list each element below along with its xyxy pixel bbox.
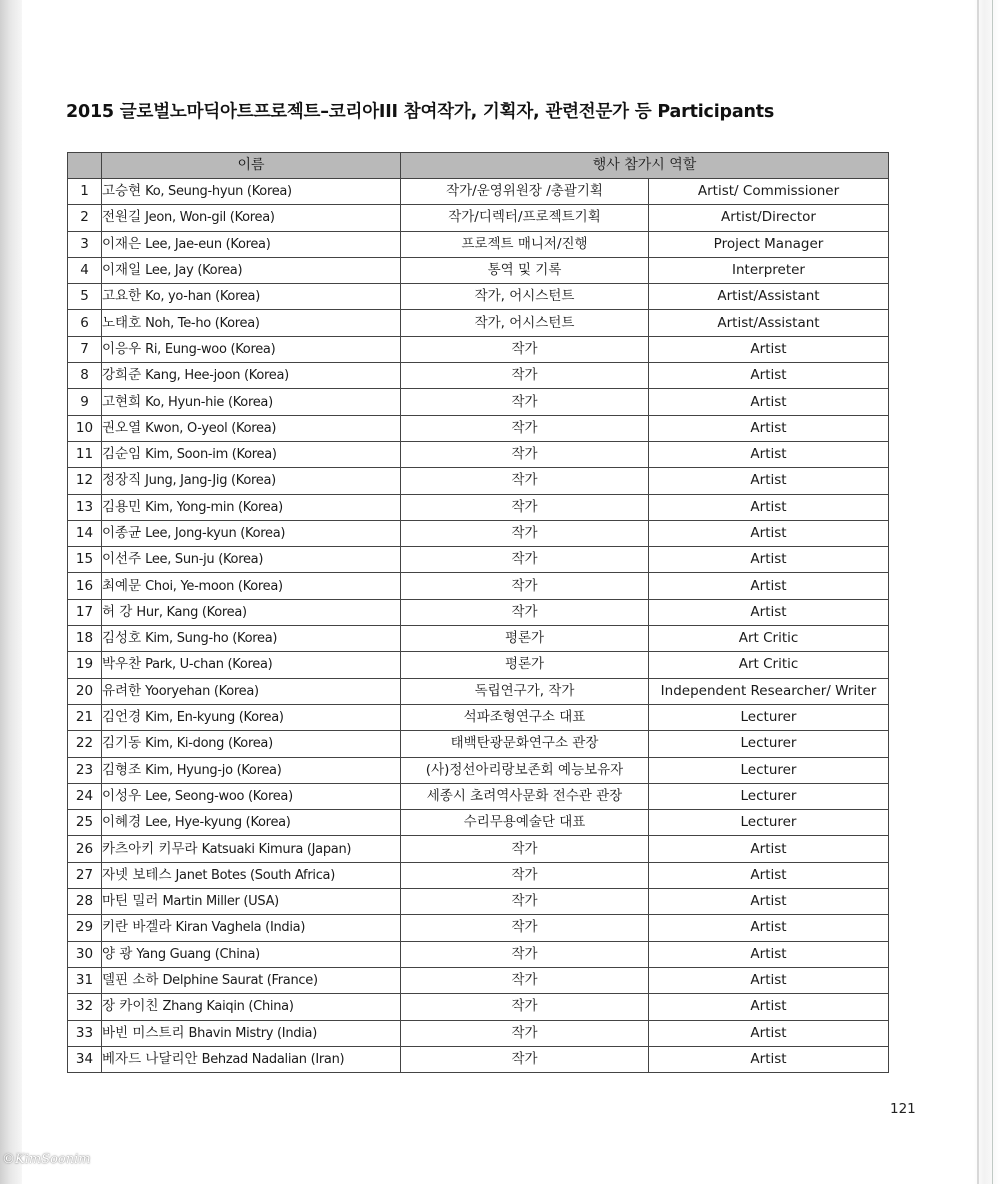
- participant-name: [102, 1046, 401, 1072]
- role-korean: 석파조형연구소 대표: [401, 704, 649, 730]
- role-korean: 작가/운영위원장 /총괄기획: [401, 179, 649, 205]
- role-korean: 작가: [401, 520, 649, 546]
- participant-name: [102, 573, 401, 599]
- participant-name-korean: 강희준: [102, 367, 142, 384]
- row-number: 14: [68, 520, 102, 546]
- role-english: Art Critic: [649, 626, 889, 652]
- table-row: [68, 231, 889, 257]
- role-korean: 작가: [401, 967, 649, 993]
- row-number: 5: [68, 284, 102, 310]
- participant-name-english: Kang, Hee-joon (Korea): [145, 368, 289, 384]
- participant-name: [102, 494, 401, 520]
- table-row: [68, 862, 889, 888]
- participant-name: [102, 547, 401, 573]
- participant-name-english: Behzad Nadalian (Iran): [201, 1051, 345, 1067]
- participant-name-english: Jeon, Won-gil (Korea): [145, 210, 275, 226]
- role-korean: 작가: [401, 836, 649, 862]
- role-korean: 작가: [401, 1020, 649, 1046]
- participant-name: [102, 915, 401, 941]
- participant-name-korean: 키란 바겔라: [102, 919, 172, 936]
- participant-name-english: Lee, Seong-woo (Korea): [145, 788, 293, 804]
- participant-name-korean: 김언경: [102, 709, 142, 726]
- header-number: [68, 153, 102, 179]
- table-row: [68, 915, 889, 941]
- participant-name-english: Bhavin Mistry (India): [188, 1025, 317, 1041]
- role-korean: 작가: [401, 862, 649, 888]
- row-number: 6: [68, 310, 102, 336]
- participant-name-korean: 허 강: [102, 603, 133, 620]
- role-english: Independent Researcher/ Writer: [649, 678, 889, 704]
- row-number: 23: [68, 757, 102, 783]
- role-korean: 작가: [401, 889, 649, 915]
- participant-name-korean: 김성호: [102, 630, 142, 647]
- role-korean: 평론가: [401, 626, 649, 652]
- copyright-watermark: ©KimSoonim: [2, 1152, 91, 1167]
- header-name: 이름: [102, 153, 401, 179]
- row-number: 10: [68, 415, 102, 441]
- row-number: 33: [68, 1020, 102, 1046]
- participant-name-english: Lee, Jay (Korea): [145, 263, 243, 279]
- role-english: Artist: [649, 494, 889, 520]
- table-row: [68, 363, 889, 389]
- row-number: 26: [68, 836, 102, 862]
- page-edge-line-outer: [992, 0, 993, 1184]
- participant-name: [102, 704, 401, 730]
- participant-name-korean: 김용민: [102, 498, 142, 515]
- role-korean: 태백탄광문화연구소 관장: [401, 731, 649, 757]
- table-row: [68, 731, 889, 757]
- table-row: [68, 441, 889, 467]
- participant-name: [102, 783, 401, 809]
- table-row: [68, 1020, 889, 1046]
- participant-name-korean: 이선주: [102, 551, 142, 568]
- role-english: Artist: [649, 520, 889, 546]
- participant-name: [102, 415, 401, 441]
- row-number: 28: [68, 889, 102, 915]
- role-english: Artist: [649, 599, 889, 625]
- row-number: 20: [68, 678, 102, 704]
- role-korean: 작가: [401, 363, 649, 389]
- table-row: [68, 889, 889, 915]
- role-english: Artist: [649, 363, 889, 389]
- participant-name: [102, 810, 401, 836]
- participant-name-korean: 이재은: [102, 235, 142, 252]
- participant-name-english: Delphine Saurat (France): [162, 973, 318, 989]
- participant-name-english: Ko, Seung-hyun (Korea): [145, 184, 292, 200]
- role-korean: 작가: [401, 494, 649, 520]
- participant-name-english: Kwon, O-yeol (Korea): [145, 420, 277, 436]
- participant-name-korean: 양 광: [102, 945, 133, 962]
- participant-name-korean: 이종균: [102, 525, 142, 541]
- participant-name: [102, 678, 401, 704]
- role-english: Artist: [649, 336, 889, 362]
- participant-name-english: Lee, Jong-kyun (Korea): [145, 526, 286, 541]
- table-body: [68, 179, 889, 1073]
- table-row: [68, 389, 889, 415]
- row-number: 12: [68, 468, 102, 494]
- role-english: Artist: [649, 1020, 889, 1046]
- participant-name: [102, 257, 401, 283]
- participant-name: [102, 731, 401, 757]
- table-row: [68, 810, 889, 836]
- role-korean: 프로젝트 매니저/진행: [401, 231, 649, 257]
- role-korean: 작가: [401, 994, 649, 1020]
- participant-name-korean: 장 카이친: [102, 998, 159, 1015]
- role-english: Lecturer: [649, 731, 889, 757]
- table-row: [68, 783, 889, 809]
- participant-name: [102, 836, 401, 862]
- table-row: [68, 573, 889, 599]
- role-korean: 작가: [401, 468, 649, 494]
- participant-name-korean: 이재일: [102, 262, 142, 279]
- participant-name-korean: 이응우: [102, 340, 142, 357]
- table-row: [68, 836, 889, 862]
- participant-name-korean: 정장직: [102, 472, 142, 489]
- table-row: [68, 415, 889, 441]
- role-english: Artist/Assistant: [649, 284, 889, 310]
- participant-name-english: Kim, Hyung-jo (Korea): [145, 762, 282, 778]
- participant-name-english: Kim, Sung-ho (Korea): [145, 631, 278, 647]
- role-english: Artist: [649, 994, 889, 1020]
- role-korean: 작가, 어시스턴트: [401, 284, 649, 310]
- role-english: Artist: [649, 573, 889, 599]
- row-number: 13: [68, 494, 102, 520]
- role-korean: 평론가: [401, 652, 649, 678]
- table-row: [68, 967, 889, 993]
- role-english: Artist: [649, 967, 889, 993]
- role-korean: 작가: [401, 1046, 649, 1072]
- role-korean: 작가: [401, 336, 649, 362]
- participant-name-korean: 이혜경: [102, 814, 142, 831]
- participant-name-korean: 이성우: [102, 787, 142, 804]
- table-row: [68, 678, 889, 704]
- table-row: [68, 1046, 889, 1072]
- participant-name-english: Janet Botes (South Africa): [175, 867, 335, 883]
- participant-name-korean: 박우찬: [102, 656, 142, 673]
- page-number: 121: [890, 1101, 916, 1117]
- participant-name-english: Lee, Sun-ju (Korea): [145, 552, 264, 568]
- role-english: Artist/Assistant: [649, 310, 889, 336]
- header-row: [68, 153, 889, 179]
- participant-name: [102, 389, 401, 415]
- participant-name-english: Ko, Hyun-hie (Korea): [145, 394, 273, 410]
- participant-name-english: Kim, Yong-min (Korea): [145, 499, 283, 515]
- role-english: Artist: [649, 389, 889, 415]
- participant-name-english: Katsuaki Kimura (Japan): [201, 841, 352, 857]
- participant-name: [102, 862, 401, 888]
- row-number: 9: [68, 389, 102, 415]
- participant-name: [102, 520, 401, 546]
- row-number: 17: [68, 599, 102, 625]
- row-number: 2: [68, 205, 102, 231]
- role-korean: 독립연구가, 작가: [401, 678, 649, 704]
- participant-name-english: Ko, yo-han (Korea): [145, 289, 260, 305]
- row-number: 32: [68, 994, 102, 1020]
- participant-name-english: Martin Miller (USA): [162, 894, 279, 910]
- participant-name-korean: 베자드 나달리안: [102, 1050, 198, 1067]
- participant-name-korean: 마틴 밀러: [102, 893, 159, 910]
- row-number: 34: [68, 1046, 102, 1072]
- table-row: [68, 494, 889, 520]
- role-english: Artist: [649, 889, 889, 915]
- table-row: [68, 941, 889, 967]
- participant-name-english: Ri, Eung-woo (Korea): [145, 341, 276, 357]
- table-row: [68, 626, 889, 652]
- role-english: Lecturer: [649, 810, 889, 836]
- role-english: Artist/ Commissioner: [649, 179, 889, 205]
- participant-name-korean: 노태호: [102, 314, 142, 331]
- role-english: Project Manager: [649, 231, 889, 257]
- participant-name-english: Yang Guang (China): [136, 946, 260, 962]
- participant-name: [102, 757, 401, 783]
- row-number: 18: [68, 626, 102, 652]
- role-korean: 작가: [401, 547, 649, 573]
- participant-name-english: Lee, Jae-eun (Korea): [145, 236, 271, 252]
- table-row: [68, 179, 889, 205]
- participant-name: [102, 967, 401, 993]
- participant-name-english: Zhang Kaiqin (China): [162, 999, 294, 1015]
- participant-name: [102, 205, 401, 231]
- role-english: Artist: [649, 468, 889, 494]
- row-number: 22: [68, 731, 102, 757]
- role-english: Artist: [649, 862, 889, 888]
- row-number: 8: [68, 363, 102, 389]
- role-korean: 수리무용예술단 대표: [401, 810, 649, 836]
- row-number: 15: [68, 547, 102, 573]
- role-english: Artist: [649, 915, 889, 941]
- participant-name-korean: 고현희: [102, 393, 142, 410]
- table-row: [68, 205, 889, 231]
- participant-name-english: Park, U-chan (Korea): [145, 657, 273, 673]
- participant-name: [102, 179, 401, 205]
- participant-name: [102, 363, 401, 389]
- participant-name: [102, 441, 401, 467]
- participant-name-english: Jung, Jang-Jig (Korea): [145, 473, 276, 489]
- participant-name-korean: 김순임: [102, 446, 142, 463]
- participant-name-english: Kim, Ki-dong (Korea): [145, 736, 273, 752]
- participant-name: [102, 941, 401, 967]
- table-row: [68, 994, 889, 1020]
- participant-name: [102, 336, 401, 362]
- row-number: 3: [68, 231, 102, 257]
- role-english: Artist: [649, 415, 889, 441]
- participant-name: [102, 994, 401, 1020]
- table-row: [68, 704, 889, 730]
- role-korean: 작가, 어시스턴트: [401, 310, 649, 336]
- participant-name-korean: 김형조: [102, 761, 142, 778]
- role-english: Lecturer: [649, 783, 889, 809]
- role-korean: (사)정선아리랑보존회 예능보유자: [401, 757, 649, 783]
- row-number: 25: [68, 810, 102, 836]
- participant-name-korean: 전원길: [102, 209, 142, 226]
- role-korean: 작가/디렉터/프로젝트기획: [401, 205, 649, 231]
- role-english: Artist: [649, 836, 889, 862]
- role-english: Lecturer: [649, 704, 889, 730]
- role-korean: 작가: [401, 415, 649, 441]
- table-row: [68, 599, 889, 625]
- table-row: [68, 468, 889, 494]
- role-english: Artist: [649, 1046, 889, 1072]
- participant-name-korean: 권오열: [102, 419, 142, 436]
- participant-name-korean: 자넷 보테스: [102, 866, 172, 883]
- participant-name: [102, 284, 401, 310]
- participant-name-english: Lee, Hye-kyung (Korea): [145, 815, 291, 831]
- participant-name-korean: 고승현: [102, 183, 142, 200]
- participant-name-english: Hur, Kang (Korea): [136, 604, 247, 620]
- participant-name-korean: 유려한: [102, 682, 142, 699]
- participant-name-korean: 카츠아키 키무라: [102, 840, 198, 857]
- participants-table: [67, 152, 889, 1073]
- participant-name-english: Kim, Soon-im (Korea): [145, 447, 277, 463]
- row-number: 16: [68, 573, 102, 599]
- role-english: Artist: [649, 441, 889, 467]
- row-number: 19: [68, 652, 102, 678]
- participant-name-english: Choi, Ye-moon (Korea): [145, 578, 283, 594]
- row-number: 29: [68, 915, 102, 941]
- table-row: [68, 652, 889, 678]
- table-row: [68, 520, 889, 546]
- role-korean: 통역 및 기록: [401, 257, 649, 283]
- page-title: 2015 글로벌노마딕아트프로젝트–코리아III 참여작가, 기획자, 관련전문가 등 Participants: [66, 102, 775, 122]
- participant-name-english: Yooryehan (Korea): [145, 683, 259, 699]
- participant-name-korean: 델핀 소하: [102, 972, 159, 989]
- header-role: 행사 참가시 역할: [401, 153, 889, 179]
- page-edge-line: [977, 0, 979, 1184]
- participant-name: [102, 310, 401, 336]
- row-number: 27: [68, 862, 102, 888]
- participant-name: [102, 599, 401, 625]
- table-row: [68, 757, 889, 783]
- role-korean: 작가: [401, 915, 649, 941]
- row-number: 24: [68, 783, 102, 809]
- row-number: 21: [68, 704, 102, 730]
- role-korean: 작가: [401, 441, 649, 467]
- page-gutter-shadow: [0, 0, 22, 1184]
- participant-name-english: Kim, En-kyung (Korea): [145, 710, 284, 726]
- role-korean: 세종시 초려역사문화 전수관 관장: [401, 783, 649, 809]
- table-row: [68, 257, 889, 283]
- participant-name-english: Noh, Te-ho (Korea): [145, 315, 260, 331]
- participant-name: [102, 231, 401, 257]
- table-header: [68, 153, 889, 179]
- participant-name-english: Kiran Vaghela (India): [175, 920, 306, 936]
- row-number: 11: [68, 441, 102, 467]
- participant-name-korean: 고요한: [102, 288, 142, 305]
- participant-name-korean: 최예문: [102, 577, 142, 594]
- role-korean: 작가: [401, 573, 649, 599]
- table-row: [68, 310, 889, 336]
- row-number: 1: [68, 179, 102, 205]
- role-english: Artist: [649, 547, 889, 573]
- row-number: 30: [68, 941, 102, 967]
- participant-name: [102, 1020, 401, 1046]
- role-korean: 작가: [401, 941, 649, 967]
- participant-name: [102, 889, 401, 915]
- row-number: 4: [68, 257, 102, 283]
- role-korean: 작가: [401, 389, 649, 415]
- role-english: Lecturer: [649, 757, 889, 783]
- role-korean: 작가: [401, 599, 649, 625]
- table-row: [68, 336, 889, 362]
- role-english: Interpreter: [649, 257, 889, 283]
- role-english: Artist: [649, 941, 889, 967]
- table-row: [68, 547, 889, 573]
- table-row: [68, 284, 889, 310]
- participant-name-korean: 바빈 미스트리: [102, 1024, 185, 1041]
- row-number: 7: [68, 336, 102, 362]
- participant-name: [102, 652, 401, 678]
- participant-name: [102, 626, 401, 652]
- participant-name: [102, 468, 401, 494]
- role-english: Art Critic: [649, 652, 889, 678]
- participant-name-korean: 김기동: [102, 735, 142, 752]
- row-number: 31: [68, 967, 102, 993]
- role-english: Artist/Director: [649, 205, 889, 231]
